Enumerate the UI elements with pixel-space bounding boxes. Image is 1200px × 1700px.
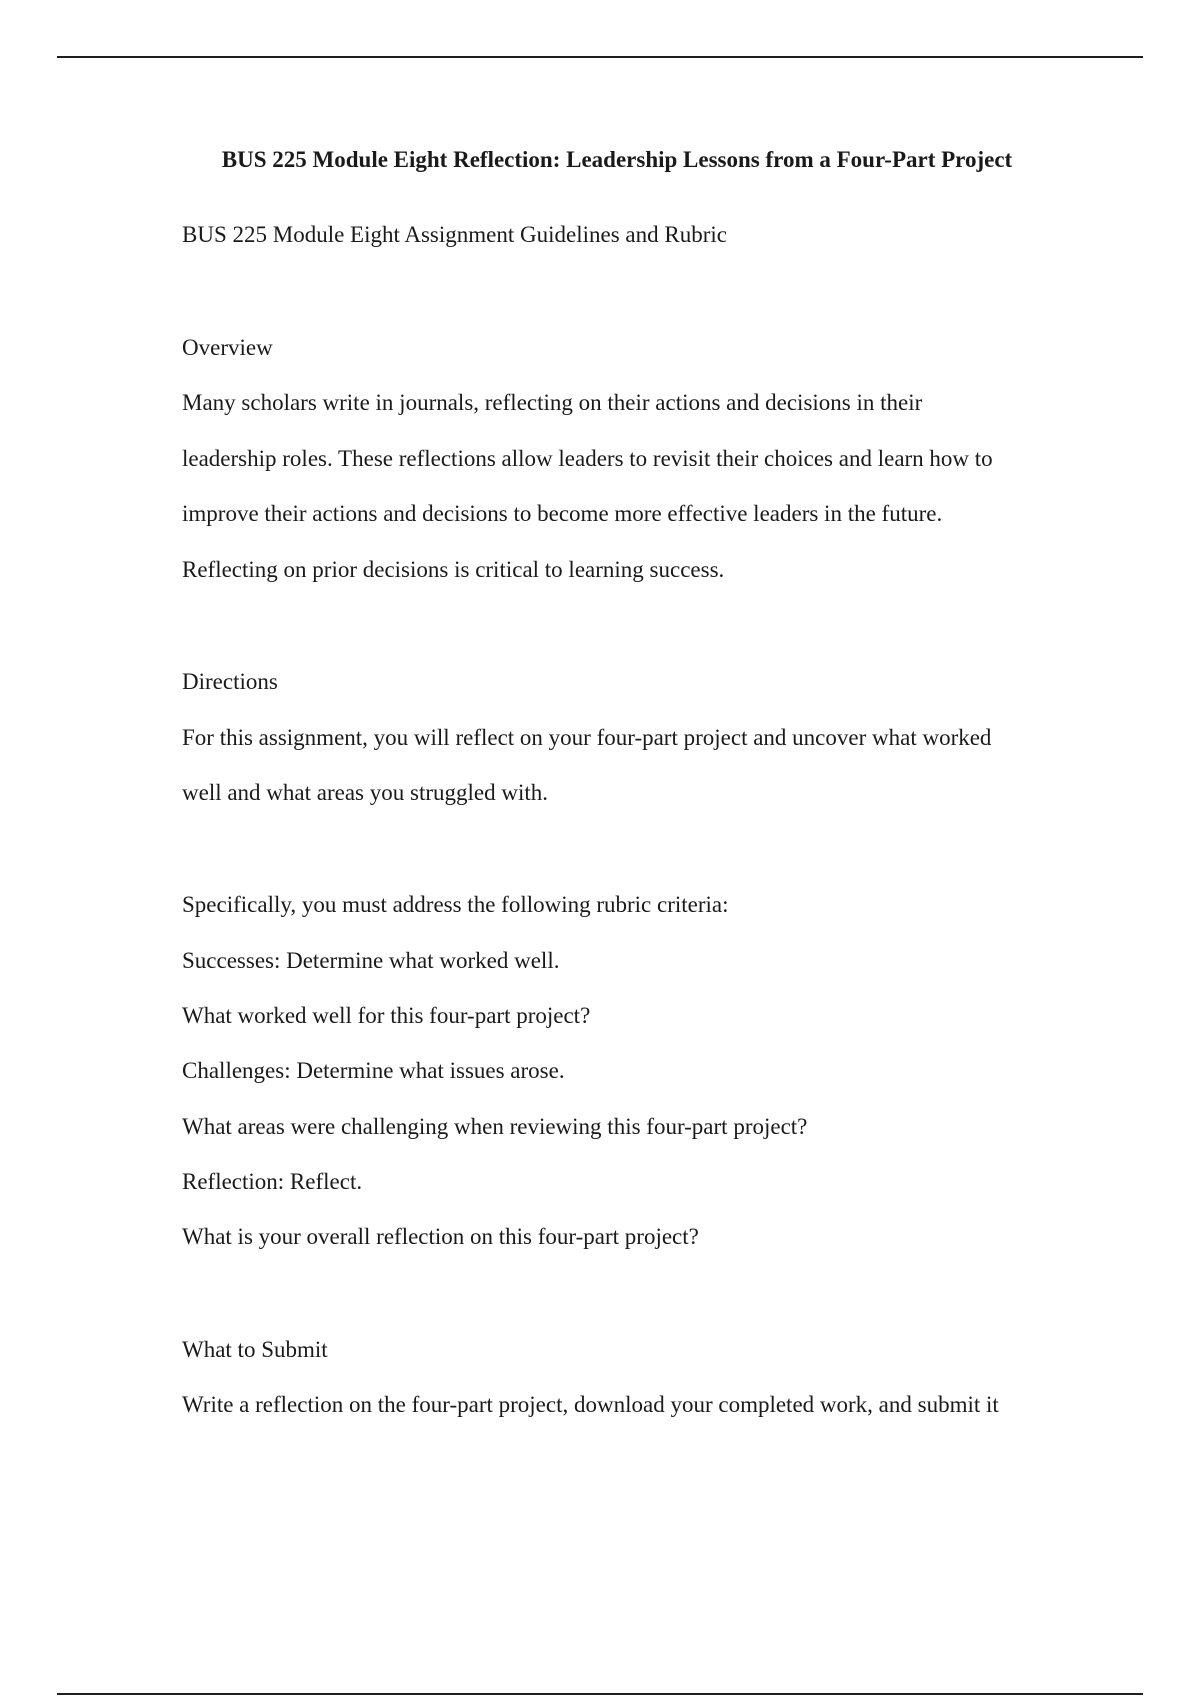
overview-heading: Overview — [182, 335, 273, 360]
criteria-item-3: Challenges: Determine what issues arose. — [182, 1058, 565, 1083]
document-subtitle: BUS 225 Module Eight Assignment Guidelines and Rubric — [182, 222, 727, 247]
criteria-item-5: Reflection: Reflect. — [182, 1169, 363, 1194]
directions-line-1: For this assignment, you will reflect on your four-part project and uncover what worked — [182, 725, 992, 750]
footer-rule — [57, 1693, 1143, 1695]
overview-line-4: Reflecting on prior decisions is critical to learning success. — [182, 557, 725, 582]
submit-heading: What to Submit — [182, 1337, 328, 1362]
criteria-item-6: What is your overall reflection on this four-part project? — [182, 1224, 699, 1249]
overview-line-1: Many scholars write in journals, reflecting on their actions and decisions in their — [182, 390, 923, 415]
criteria-item-2: What worked well for this four-part project? — [182, 1003, 591, 1028]
overview-line-2: leadership roles. These reflections allow leaders to revisit their choices and learn how to — [182, 446, 993, 471]
criteria-intro: Specifically, you must address the following rubric criteria: — [182, 892, 729, 917]
directions-line-2: well and what areas you struggled with. — [182, 780, 548, 805]
directions-heading: Directions — [182, 669, 278, 694]
submit-line-1: Write a reflection on the four-part project, download your completed work, and submit it — [182, 1392, 999, 1417]
criteria-item-4: What areas were challenging when reviewing this four-part project? — [182, 1114, 808, 1139]
document-title: BUS 225 Module Eight Reflection: Leadership Lessons from a Four-Part Project — [221, 147, 1013, 172]
criteria-item-1: Successes: Determine what worked well. — [182, 948, 560, 973]
overview-line-3: improve their actions and decisions to become more effective leaders in the future. — [182, 501, 943, 526]
header-rule — [57, 56, 1143, 58]
